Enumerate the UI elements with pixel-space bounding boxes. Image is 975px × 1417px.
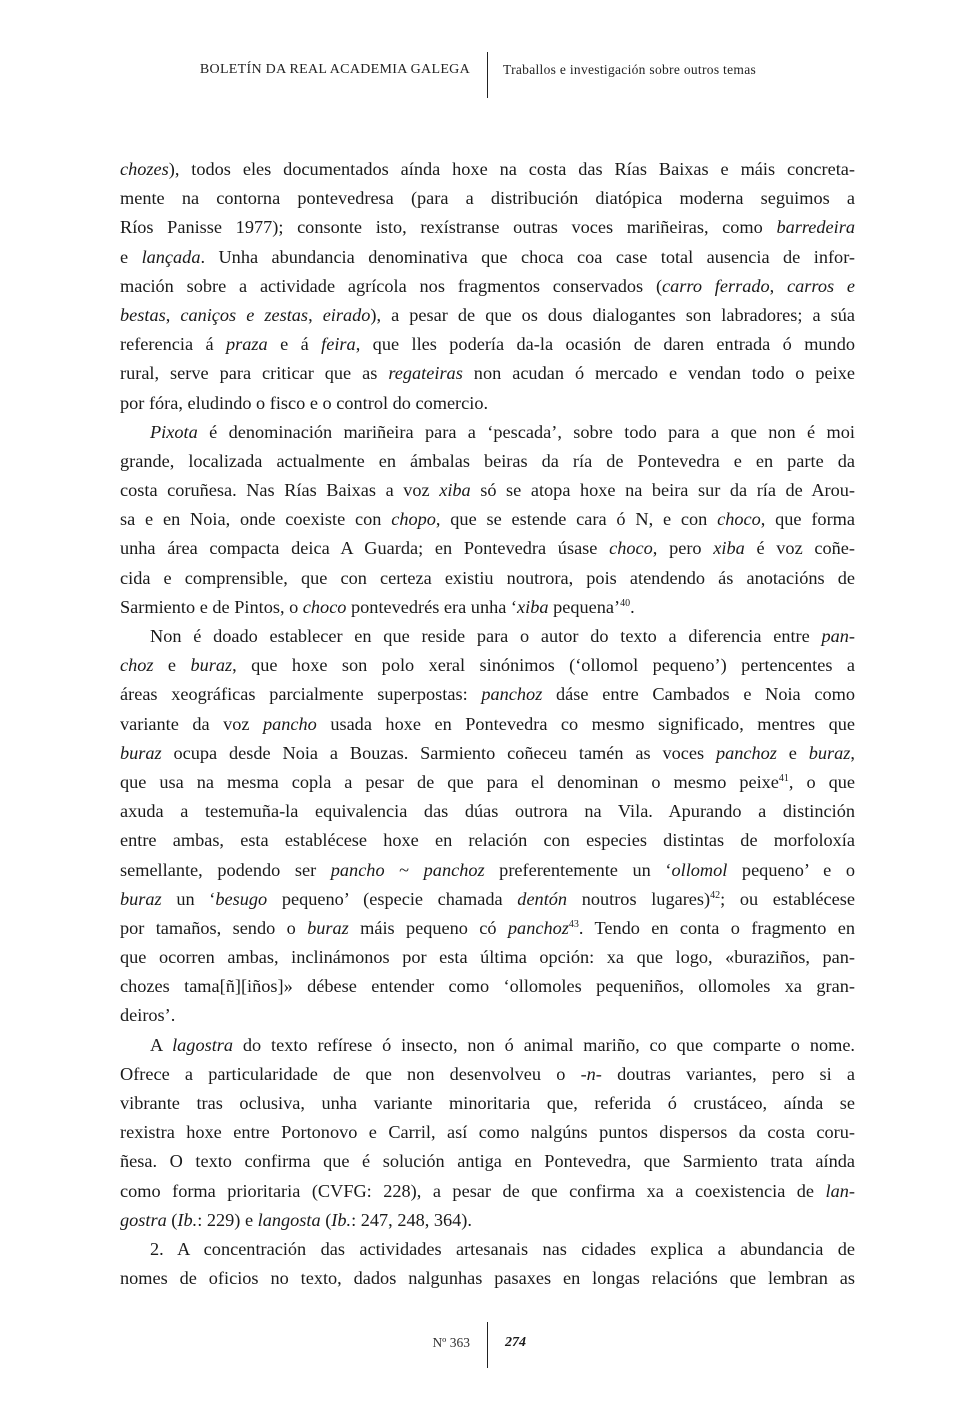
text-line bbox=[120, 476, 855, 505]
italic-term: lan- bbox=[825, 1180, 855, 1201]
text-run: ( bbox=[320, 1209, 332, 1230]
text-line bbox=[120, 856, 855, 885]
header-divider bbox=[487, 52, 488, 98]
text-run: cida e comprensible, que con certeza existiu noutrora, pois atendendo ás anotacións de bbox=[120, 567, 855, 588]
text-line bbox=[120, 885, 855, 914]
italic-term: chozes bbox=[120, 159, 169, 179]
italic-term: panchoz bbox=[481, 684, 543, 705]
italic-term: barredeira bbox=[776, 217, 855, 238]
text-run: noutros lugares) bbox=[567, 888, 711, 909]
text-line bbox=[120, 301, 855, 330]
text-run: non acudan ó mercado e vendan todo o peixe bbox=[462, 363, 855, 384]
text-run: grande, localizada actualmente en ámbalas beiras da ría de Pontevedra e en parte da bbox=[120, 450, 855, 471]
italic-term: dentón bbox=[517, 888, 568, 909]
text-run: deiros’. bbox=[120, 1005, 176, 1026]
text-run: pequeno’ (especie chamada bbox=[267, 888, 518, 909]
italic-term: besugo bbox=[215, 888, 268, 909]
footnote-ref: 43 bbox=[568, 918, 579, 930]
italic-term: -n- bbox=[580, 1063, 602, 1084]
text-run: , bbox=[769, 275, 788, 296]
text-line bbox=[120, 797, 855, 826]
text-line bbox=[120, 651, 855, 680]
text-run: , pero bbox=[652, 538, 714, 559]
paragraph bbox=[120, 622, 855, 1031]
text-run: Non é doado establecer en que reside para o autor do texto a diferencia entre bbox=[150, 626, 822, 646]
italic-term: feira bbox=[321, 334, 356, 355]
text-run: 2. A concentración das actividades artesanais nas cidades explica a abundancia de bbox=[150, 1238, 855, 1259]
text-line bbox=[120, 1118, 855, 1147]
text-run: pontevedrés era unha ‘ bbox=[346, 596, 518, 617]
text-line bbox=[120, 1031, 855, 1060]
italic-term: Ib. bbox=[177, 1209, 198, 1230]
text-line bbox=[120, 505, 855, 534]
text-run: mación sobre a actividade agrícola nos fragmentos conservados ( bbox=[120, 275, 663, 296]
text-line bbox=[120, 359, 855, 388]
footer-divider bbox=[487, 1322, 488, 1368]
text-line bbox=[120, 1089, 855, 1118]
text-line bbox=[120, 1206, 855, 1235]
text-line bbox=[120, 1264, 855, 1293]
text-run: só se atopa hoxe na beira sur da ría de Arou- bbox=[470, 480, 855, 501]
italic-term: choco bbox=[609, 538, 653, 559]
text-run: e á bbox=[267, 334, 322, 355]
italic-term: langosta bbox=[257, 1209, 321, 1230]
italic-term: Pixota bbox=[150, 421, 198, 442]
text-run: e bbox=[120, 246, 142, 267]
italic-term: carro ferrado bbox=[662, 275, 770, 296]
text-run: do texto refírese ó insecto, non ó animal mariño, co que comparte o nome. bbox=[233, 1034, 855, 1055]
italic-term: buraz bbox=[808, 742, 851, 763]
text-line bbox=[120, 739, 855, 768]
italic-term: bestas bbox=[120, 304, 166, 325]
text-line bbox=[120, 680, 855, 709]
text-run: Ofrece a particularidade de que non desenvolveu o bbox=[120, 1063, 581, 1084]
text-run: , que forma bbox=[760, 509, 855, 530]
text-run: axuda a testemuña-la equivalencia das dúas outrora na Vila. Apurando a distinción bbox=[120, 801, 855, 822]
text-run: chozes tama[ñ][iños]» débese entender como ‘ollomoles pequeniños, ollomoles xa gran- bbox=[120, 976, 855, 997]
italic-term: panchoz bbox=[507, 917, 569, 938]
text-line bbox=[120, 1235, 855, 1264]
italic-term: pancho bbox=[263, 713, 317, 734]
text-run: ocupa desde Noia a Bouzas. Sarmiento coñeceu tamén as voces bbox=[161, 742, 716, 763]
italic-term: eirado bbox=[322, 304, 371, 325]
paragraph bbox=[120, 418, 855, 622]
italic-term: choco bbox=[302, 596, 347, 617]
text-line bbox=[120, 272, 855, 301]
text-line bbox=[120, 534, 855, 563]
text-line bbox=[120, 184, 855, 213]
text-run: , que se estende cara ó N, e con bbox=[435, 509, 718, 530]
italic-term: xiba bbox=[713, 538, 745, 559]
paragraph bbox=[120, 155, 855, 418]
footnote-ref: 41 bbox=[778, 772, 789, 784]
text-run: , que hoxe son polo xeral sinónimos (‘ollomol pequeno’) pertencentes a bbox=[232, 655, 855, 676]
text-run: : 247, 248, 364). bbox=[351, 1209, 472, 1230]
text-run: ), todos eles documentados aínda hoxe na costa das Rías Baixas e máis concreta- bbox=[168, 159, 855, 179]
text-run: ( bbox=[166, 1209, 178, 1230]
italic-term: chopo bbox=[391, 509, 436, 530]
text-line bbox=[120, 972, 855, 1001]
italic-term: choco bbox=[717, 509, 761, 530]
italic-term: buraz bbox=[120, 888, 162, 909]
italic-term: lançada bbox=[141, 246, 201, 267]
italic-term: buraz bbox=[120, 742, 162, 763]
text-run: rexistra hoxe entre Portonovo e Carril, así como nalgúns puntos dispersos da costa coru- bbox=[120, 1122, 855, 1143]
italic-term: panchoz bbox=[715, 742, 777, 763]
text-run: sa e en Noia, onde coexiste con bbox=[120, 509, 392, 530]
text-run: que ocorren ambas, inclinámonos por esta última opción: xa que logo, «buraziños, pan- bbox=[120, 947, 855, 968]
italic-term: lagostra bbox=[172, 1034, 234, 1055]
italic-term: caniços e zestas bbox=[180, 304, 309, 325]
text-run: Sarmiento e de Pintos, o bbox=[120, 596, 303, 617]
text-line bbox=[120, 1147, 855, 1176]
text-line bbox=[120, 1177, 855, 1206]
text-run: , bbox=[165, 304, 181, 325]
text-run: que usa na mesma copla a pesar de que para el denominan o mesmo peixe bbox=[120, 771, 779, 792]
text-run: ñesa. O texto confirma que é solución antiga en Pontevedra, que Sarmiento trata aínda bbox=[120, 1151, 855, 1172]
text-line bbox=[120, 564, 855, 593]
text-run: dáse entre Cambados e Noia como bbox=[542, 684, 855, 705]
text-line bbox=[120, 1060, 855, 1089]
italic-term: Ib. bbox=[331, 1209, 352, 1230]
text-run: áreas xeográficas parcialmente superpostas: bbox=[120, 684, 482, 705]
text-line bbox=[120, 1001, 855, 1030]
italic-term: buraz bbox=[307, 917, 349, 938]
text-run: doutras variantes, pero si a bbox=[601, 1063, 855, 1084]
text-line bbox=[120, 330, 855, 359]
text-run: unha área compacta deica A Guarda; en Pontevedra úsase bbox=[120, 538, 610, 559]
text-run: e bbox=[776, 742, 809, 763]
section-title: Traballos e investigación sobre outros temas bbox=[503, 62, 757, 77]
paragraph bbox=[120, 1031, 855, 1235]
paragraph bbox=[120, 1235, 855, 1293]
text-run: , bbox=[850, 742, 855, 763]
journal-title: BOLETÍN DA REAL ACADEMIA GALEGA bbox=[199, 62, 470, 77]
page-number: 274 bbox=[505, 1335, 526, 1350]
italic-term: carros e bbox=[787, 275, 855, 296]
text-run: por tamaños, sendo o bbox=[120, 917, 308, 938]
text-run: preferentemente un ‘ bbox=[484, 859, 672, 880]
text-run: variante da voz bbox=[120, 713, 263, 734]
text-run: e bbox=[153, 655, 191, 676]
text-line bbox=[120, 622, 855, 651]
text-run: . Tendo en conta o fragmento en bbox=[578, 917, 855, 938]
text-run: é denominación mariñeira para a ‘pescada’, sobre todo para a que non é moi bbox=[197, 421, 855, 442]
text-run: nomes de oficios no texto, dados nalgunhas pasaxes en longas relacións que lembran as bbox=[120, 1268, 855, 1289]
footnote-ref: 40 bbox=[620, 597, 631, 609]
text-run: , bbox=[308, 304, 323, 325]
text-run: como forma prioritaria (CVFG: 228), a pesar de que confirma xa a coexistencia de bbox=[120, 1180, 826, 1201]
text-run: Ríos Panisse 1977); consonte isto, rexístranse outras voces mariñeiras, como bbox=[120, 217, 777, 238]
text-run: pequeno’ e o bbox=[727, 859, 855, 880]
text-line bbox=[120, 826, 855, 855]
text-line bbox=[120, 243, 855, 272]
text-run: ; ou establécese bbox=[720, 888, 855, 909]
text-run: A bbox=[150, 1034, 173, 1055]
text-run: , que lles podería da-la ocasión de daren entrada ó mundo bbox=[355, 334, 855, 355]
text-line bbox=[120, 213, 855, 242]
text-line bbox=[120, 389, 855, 418]
text-run: un ‘ bbox=[161, 888, 216, 909]
text-line bbox=[120, 447, 855, 476]
text-line bbox=[120, 943, 855, 972]
issue-number: Nº 363 bbox=[432, 1335, 470, 1350]
text-run: ), a pesar de que os dous dialogantes son labradores; a súa bbox=[370, 304, 855, 325]
text-line bbox=[120, 914, 855, 943]
text-run: . Unha abundancia denominativa que choca coa case total ausencia de infor- bbox=[200, 246, 855, 267]
italic-term: choz bbox=[120, 655, 154, 676]
text-line bbox=[120, 418, 855, 447]
italic-term: gostra bbox=[120, 1209, 167, 1230]
text-run: rural, serve para criticar que as bbox=[120, 363, 389, 384]
italic-term: praza bbox=[226, 334, 268, 355]
text-line bbox=[120, 155, 855, 184]
footnote-ref: 42 bbox=[710, 889, 721, 901]
italic-term: buraz bbox=[190, 655, 233, 676]
text-run: pequena’ bbox=[548, 596, 621, 617]
text-line bbox=[120, 768, 855, 797]
text-run: é voz coñe- bbox=[744, 538, 855, 559]
text-line bbox=[120, 710, 855, 739]
italic-term: xiba bbox=[517, 596, 549, 617]
text-run: . bbox=[630, 596, 635, 617]
italic-term: panchoz bbox=[423, 859, 485, 880]
text-run: ~ bbox=[384, 859, 424, 880]
text-run: mente na contorna pontevedresa (para a distribución diatópica moderna seguimos a bbox=[120, 188, 855, 209]
italic-term: pan- bbox=[821, 626, 855, 646]
text-run: usada hoxe en Pontevedra co mesmo significado, mentres que bbox=[316, 713, 855, 734]
italic-term: pancho bbox=[330, 859, 385, 880]
text-run: máis pequeno có bbox=[348, 917, 508, 938]
italic-term: xiba bbox=[439, 480, 471, 501]
text-run: , o que bbox=[788, 771, 855, 792]
italic-term: ollomol bbox=[671, 859, 728, 880]
text-run: : 229) e bbox=[197, 1209, 258, 1230]
text-run: entre ambas, esta establécese hoxe en relación con especies distintas de morfoloxía bbox=[120, 830, 855, 851]
body-text bbox=[120, 155, 855, 1293]
text-line bbox=[120, 593, 855, 622]
italic-term: regateiras bbox=[388, 363, 463, 384]
text-run: vibrante tras oclusiva, unha variante minoritaria que, referida ó crustáceo, aínda se bbox=[120, 1093, 855, 1113]
text-run: costa coruñesa. Nas Rías Baixas a voz bbox=[120, 480, 440, 501]
text-run: referencia á bbox=[120, 334, 227, 355]
text-run: por fóra, eludindo o fisco e o control do comercio. bbox=[120, 392, 489, 413]
text-run: semellante, podendo ser bbox=[120, 859, 331, 880]
